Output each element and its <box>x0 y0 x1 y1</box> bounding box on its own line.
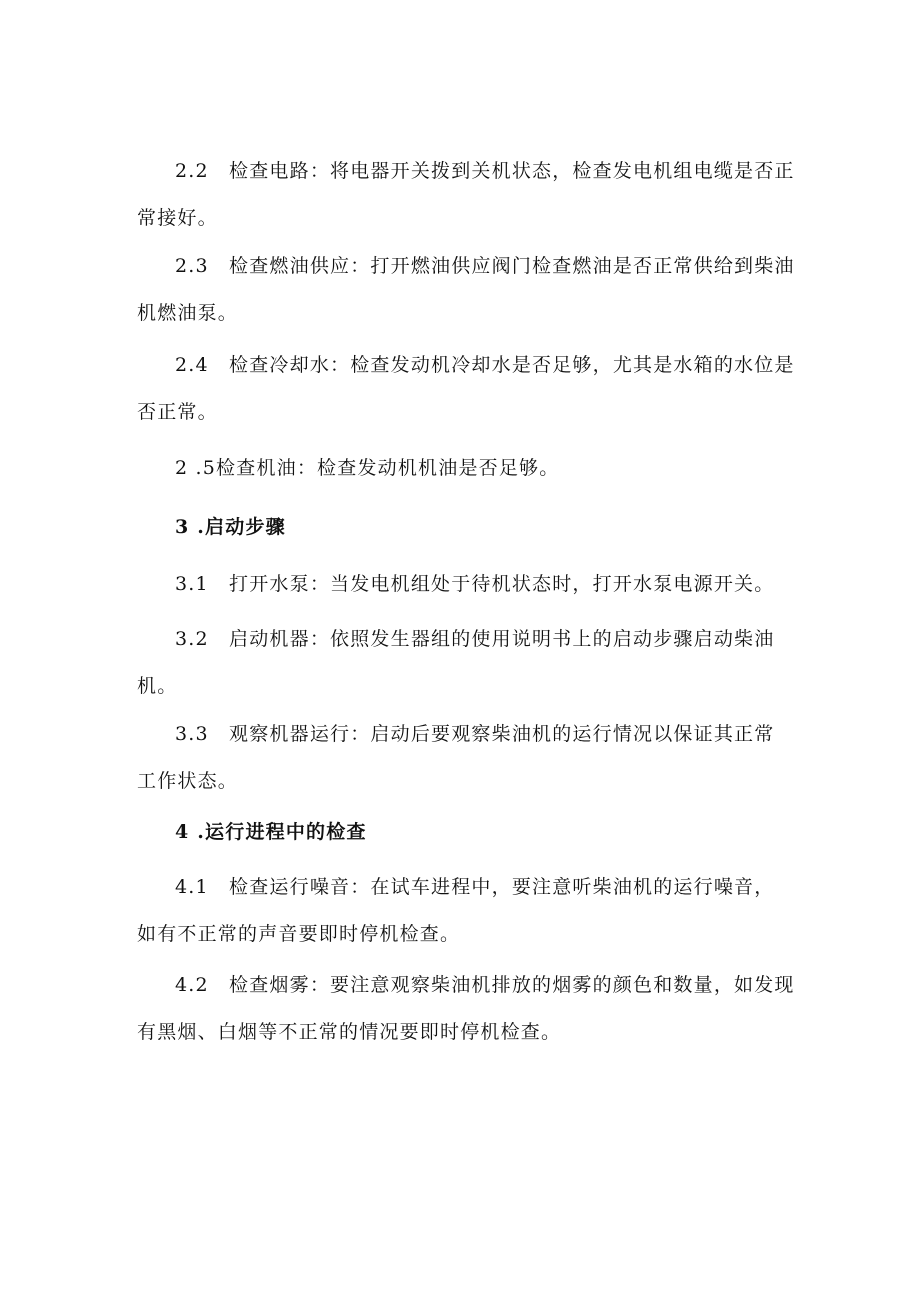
paragraph-line: 常接好。 <box>137 207 218 229</box>
paragraph-line: 工作状态。 <box>137 770 239 792</box>
paragraph-3-1 <box>137 561 785 608</box>
section-heading-4 <box>137 809 785 856</box>
paragraph-2-3 <box>137 243 795 337</box>
paragraph-line: 3.2 启动机器：依照发生器组的使用说明书上的启动步骤启动柴油 <box>175 628 775 650</box>
paragraph-line: 2.2 检查电路：将电器开关拨到关机状态，检查发电机组电缆是否正 <box>175 160 795 182</box>
paragraph-4-1 <box>137 864 785 958</box>
paragraph-3-2 <box>137 616 785 710</box>
paragraph-3-3 <box>137 711 785 805</box>
paragraph-line: 2.4 检查冷却水：检查发动机冷却水是否足够，尤其是水箱的水位是 <box>175 354 795 376</box>
paragraph-line: 4.2 检查烟雾：要注意观察柴油机排放的烟雾的颜色和数量，如发现 <box>175 974 795 996</box>
section-heading-text: 4 .运行进程中的检查 <box>175 821 367 843</box>
paragraph-4-2 <box>137 962 795 1056</box>
paragraph-line: 机燃油泵。 <box>137 302 239 324</box>
paragraph-line: 机。 <box>137 675 178 697</box>
paragraph-line: 否正常。 <box>137 401 218 423</box>
section-heading-text: 3 .启动步骤 <box>175 516 286 538</box>
paragraph-line: 4.1 检查运行噪音：在试车进程中，要注意听柴油机的运行噪音， <box>175 876 775 898</box>
paragraph-2-2 <box>137 148 795 242</box>
paragraph-line: 3.1 打开水泵：当发电机组处于待机状态时，打开水泵电源开关。 <box>175 573 775 595</box>
paragraph-line: 3.3 观察机器运行：启动后要观察柴油机的运行情况以保证其正常 <box>175 723 775 745</box>
paragraph-line: 有黑烟、白烟等不正常的情况要即时停机检查。 <box>137 1021 562 1043</box>
section-heading-3 <box>137 504 785 551</box>
paragraph-line: 如有不正常的声音要即时停机检查。 <box>137 923 461 945</box>
paragraph-line: 2 .5检查机油：检查发动机机油是否足够。 <box>175 457 560 479</box>
paragraph-2-4 <box>137 342 795 436</box>
paragraph-2-5 <box>137 445 785 492</box>
paragraph-line: 2.3 检查燃油供应：打开燃油供应阀门检查燃油是否正常供给到柴油 <box>175 255 795 277</box>
